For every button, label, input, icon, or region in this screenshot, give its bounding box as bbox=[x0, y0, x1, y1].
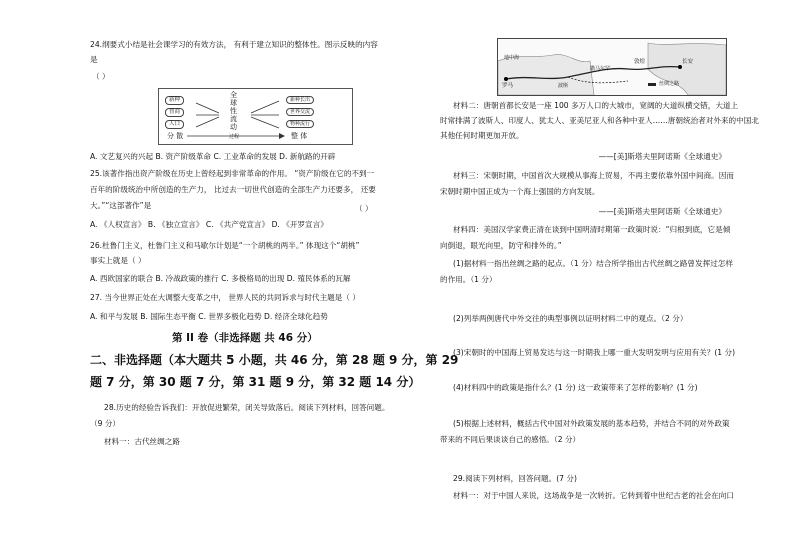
diagram-right-item: 新种长出 bbox=[286, 96, 314, 104]
q25-options: A. 《人权宣言》 B. 《独立宣言》 C. 《共产党宣言》 D. 《开罗宣言》 bbox=[90, 220, 328, 229]
diagram-left-item: 人口 bbox=[165, 120, 184, 129]
material-2-line1: 材料二：唐朝首都长安是一座 100 多万人口的大城市，宽阔的大道纵横交错，大道上 bbox=[453, 101, 739, 110]
q24-stem-line1: 24.纲要式小结是社会课学习的有效方法， 有利于建立知识的整体性。图示反映的内容 bbox=[90, 40, 378, 49]
diagram-right-item: 物种流行 bbox=[286, 120, 314, 128]
diagram-bottom-right: 整 体 bbox=[291, 132, 308, 140]
diagram-bottom-mid: 过程 bbox=[229, 134, 240, 140]
diagram-left-item: 智商 bbox=[165, 108, 184, 117]
map-legend: 丝绸之路 bbox=[659, 81, 680, 87]
q24-diagram-arrows bbox=[159, 89, 352, 144]
material-3-line1: 材料三：宋朝时期，中国首次大规模从事海上贸易，不再主要依靠外国中间商。因而 bbox=[453, 171, 734, 180]
q28-sub3: (3)宋朝时的中国海上贸易发达与这一时期我上哪一重大发明发明与应用有关？(1 分) bbox=[453, 348, 736, 357]
q29-stem: 29.阅读下列材料，回答问题。(7 分) bbox=[453, 474, 577, 483]
q25-stem-line2: 百年的阶级统治中所创造的生产力， 比过去一切世代创造的全部生产力还要多， 还要 bbox=[90, 185, 376, 194]
material-1-label: 材料一：古代丝绸之路 bbox=[104, 437, 180, 446]
silk-road-map-drawing bbox=[498, 39, 726, 95]
material-3-source: ——[美]斯塔夫里阿诺斯《全球通史》 bbox=[598, 207, 726, 216]
q26-stem-line2: 事实上就是（ ） bbox=[90, 256, 146, 265]
q28-sub5-line2: 带来的不同后果谈谈自己的感悟。（2 分） bbox=[440, 435, 581, 444]
q28-sub5-line1: (5)根据上述材料，概括古代中国对外政策发展的基本趋势，并结合不同的对外政策 bbox=[453, 419, 730, 428]
q28-sub4: (4)材料四中的政策是指什么？(1 分) 这一政策带来了怎样的影响？(1 分) bbox=[453, 383, 698, 392]
q28-stem-line1: 28.历史的经验告诉我们：开放促进繁荣，闭关导致落后。阅读下列材料，回答问题。 bbox=[104, 403, 390, 412]
q28-sub1-line2: 的作用。（1 分） bbox=[440, 275, 497, 284]
diagram-center-label: 全球性流动 bbox=[230, 91, 237, 131]
q24-options: A. 文艺复兴的兴起 B. 资产阶级革命 C. 工业革命的发展 D. 新航路的开辟 bbox=[90, 152, 336, 161]
q28-sub1-line1: (1)据材料一指出丝绸之路的起点。（1 分）结合所学指出古代丝绸之路曾发挥过怎样 bbox=[453, 259, 733, 268]
q28-sub2: (2)列举两例唐代中外交往的典型事例以证明材料二中的观点。（2 分） bbox=[453, 314, 688, 323]
q28-stem-line2: （9 分） bbox=[90, 419, 121, 428]
q24-diagram bbox=[158, 88, 353, 145]
q25-answer-blank: （ ） bbox=[355, 204, 373, 213]
map-label-mediterranean: 地中海 bbox=[504, 55, 520, 61]
map-label-samarkand: 撒马尔罕 bbox=[590, 66, 611, 72]
material-4-line1: 材料四：美国汉学家费正清在谈到中国明清时期第一政策时说：“归根到底，它是倾 bbox=[453, 225, 731, 234]
material-2-source: ——[美]斯塔夫里阿诺斯《全球通史》 bbox=[598, 152, 726, 161]
section-2-title: 第 II 卷（非选择题 共 46 分） bbox=[172, 332, 318, 344]
diagram-left-item: 新种 bbox=[165, 96, 184, 105]
map-label-persia: 波斯 bbox=[558, 83, 569, 89]
q24-answer-blank: （ ） bbox=[92, 72, 110, 81]
q27-options: A. 和平与发展 B. 国际生态平衡 C. 世界多极化趋势 D. 经济全球化趋势 bbox=[90, 312, 328, 321]
material-2-line3: 其他任何时期更加开放。 bbox=[440, 131, 524, 140]
material-2-line2: 时常排满了波斯人、印度人、犹太人、亚美尼亚人和各种中亚人……唐朝统治者对外来的中国北 bbox=[440, 116, 759, 125]
q25-stem-line3: 大。”“这部著作”是 bbox=[90, 201, 152, 210]
material-3-line2: 宋朝时期中国正成为一个海上强国的方向发展。 bbox=[440, 187, 600, 196]
map-label-dunhuang: 敦煌 bbox=[634, 59, 646, 65]
q29-material-1: 材料一：对于中国人来说，这场战争是一次转折。它转到着中世纪古老的社会在向口 bbox=[453, 491, 734, 500]
silk-road-map bbox=[497, 38, 727, 96]
diagram-bottom-left: 分 散 bbox=[167, 132, 184, 140]
q27-stem: 27. 当今世界正处在大调整大变革之中， 世界人民的共同诉求与时代主题是（ ） bbox=[90, 293, 360, 302]
q26-stem-line1: 26.杜鲁门主义，杜鲁门主义和马歇尔计划是“一个胡桃的两半。” 体现这个“胡桃” bbox=[90, 241, 360, 250]
q26-options: A. 西欧国家的联合 B. 冷战政策的推行 C. 多极格局的出现 D. 殖民体系的瓦解 bbox=[90, 274, 351, 283]
diagram-right-item: 世界交流 bbox=[286, 108, 314, 116]
q24-stem-line2: 是 bbox=[90, 55, 98, 64]
material-4-line2: 向倒退，眼光向里，防守和排外的。” bbox=[440, 241, 562, 250]
q25-stem-line1: 25.该著作指出资产阶级在历史上曾经起到非常革命的作用。 “资产阶级在它的不到一 bbox=[90, 169, 375, 178]
map-label-rome: 罗马 bbox=[502, 83, 514, 89]
part-2-heading-line2: 题 7 分，第 30 题 7 分，第 31 题 9 分，第 32 题 14 分） bbox=[90, 375, 421, 389]
map-label-changan: 长安 bbox=[682, 59, 694, 65]
part-2-heading-line1: 二、非选择题（本大题共 5 小题，共 46 分，第 28 题 9 分，第 29 bbox=[90, 353, 459, 367]
